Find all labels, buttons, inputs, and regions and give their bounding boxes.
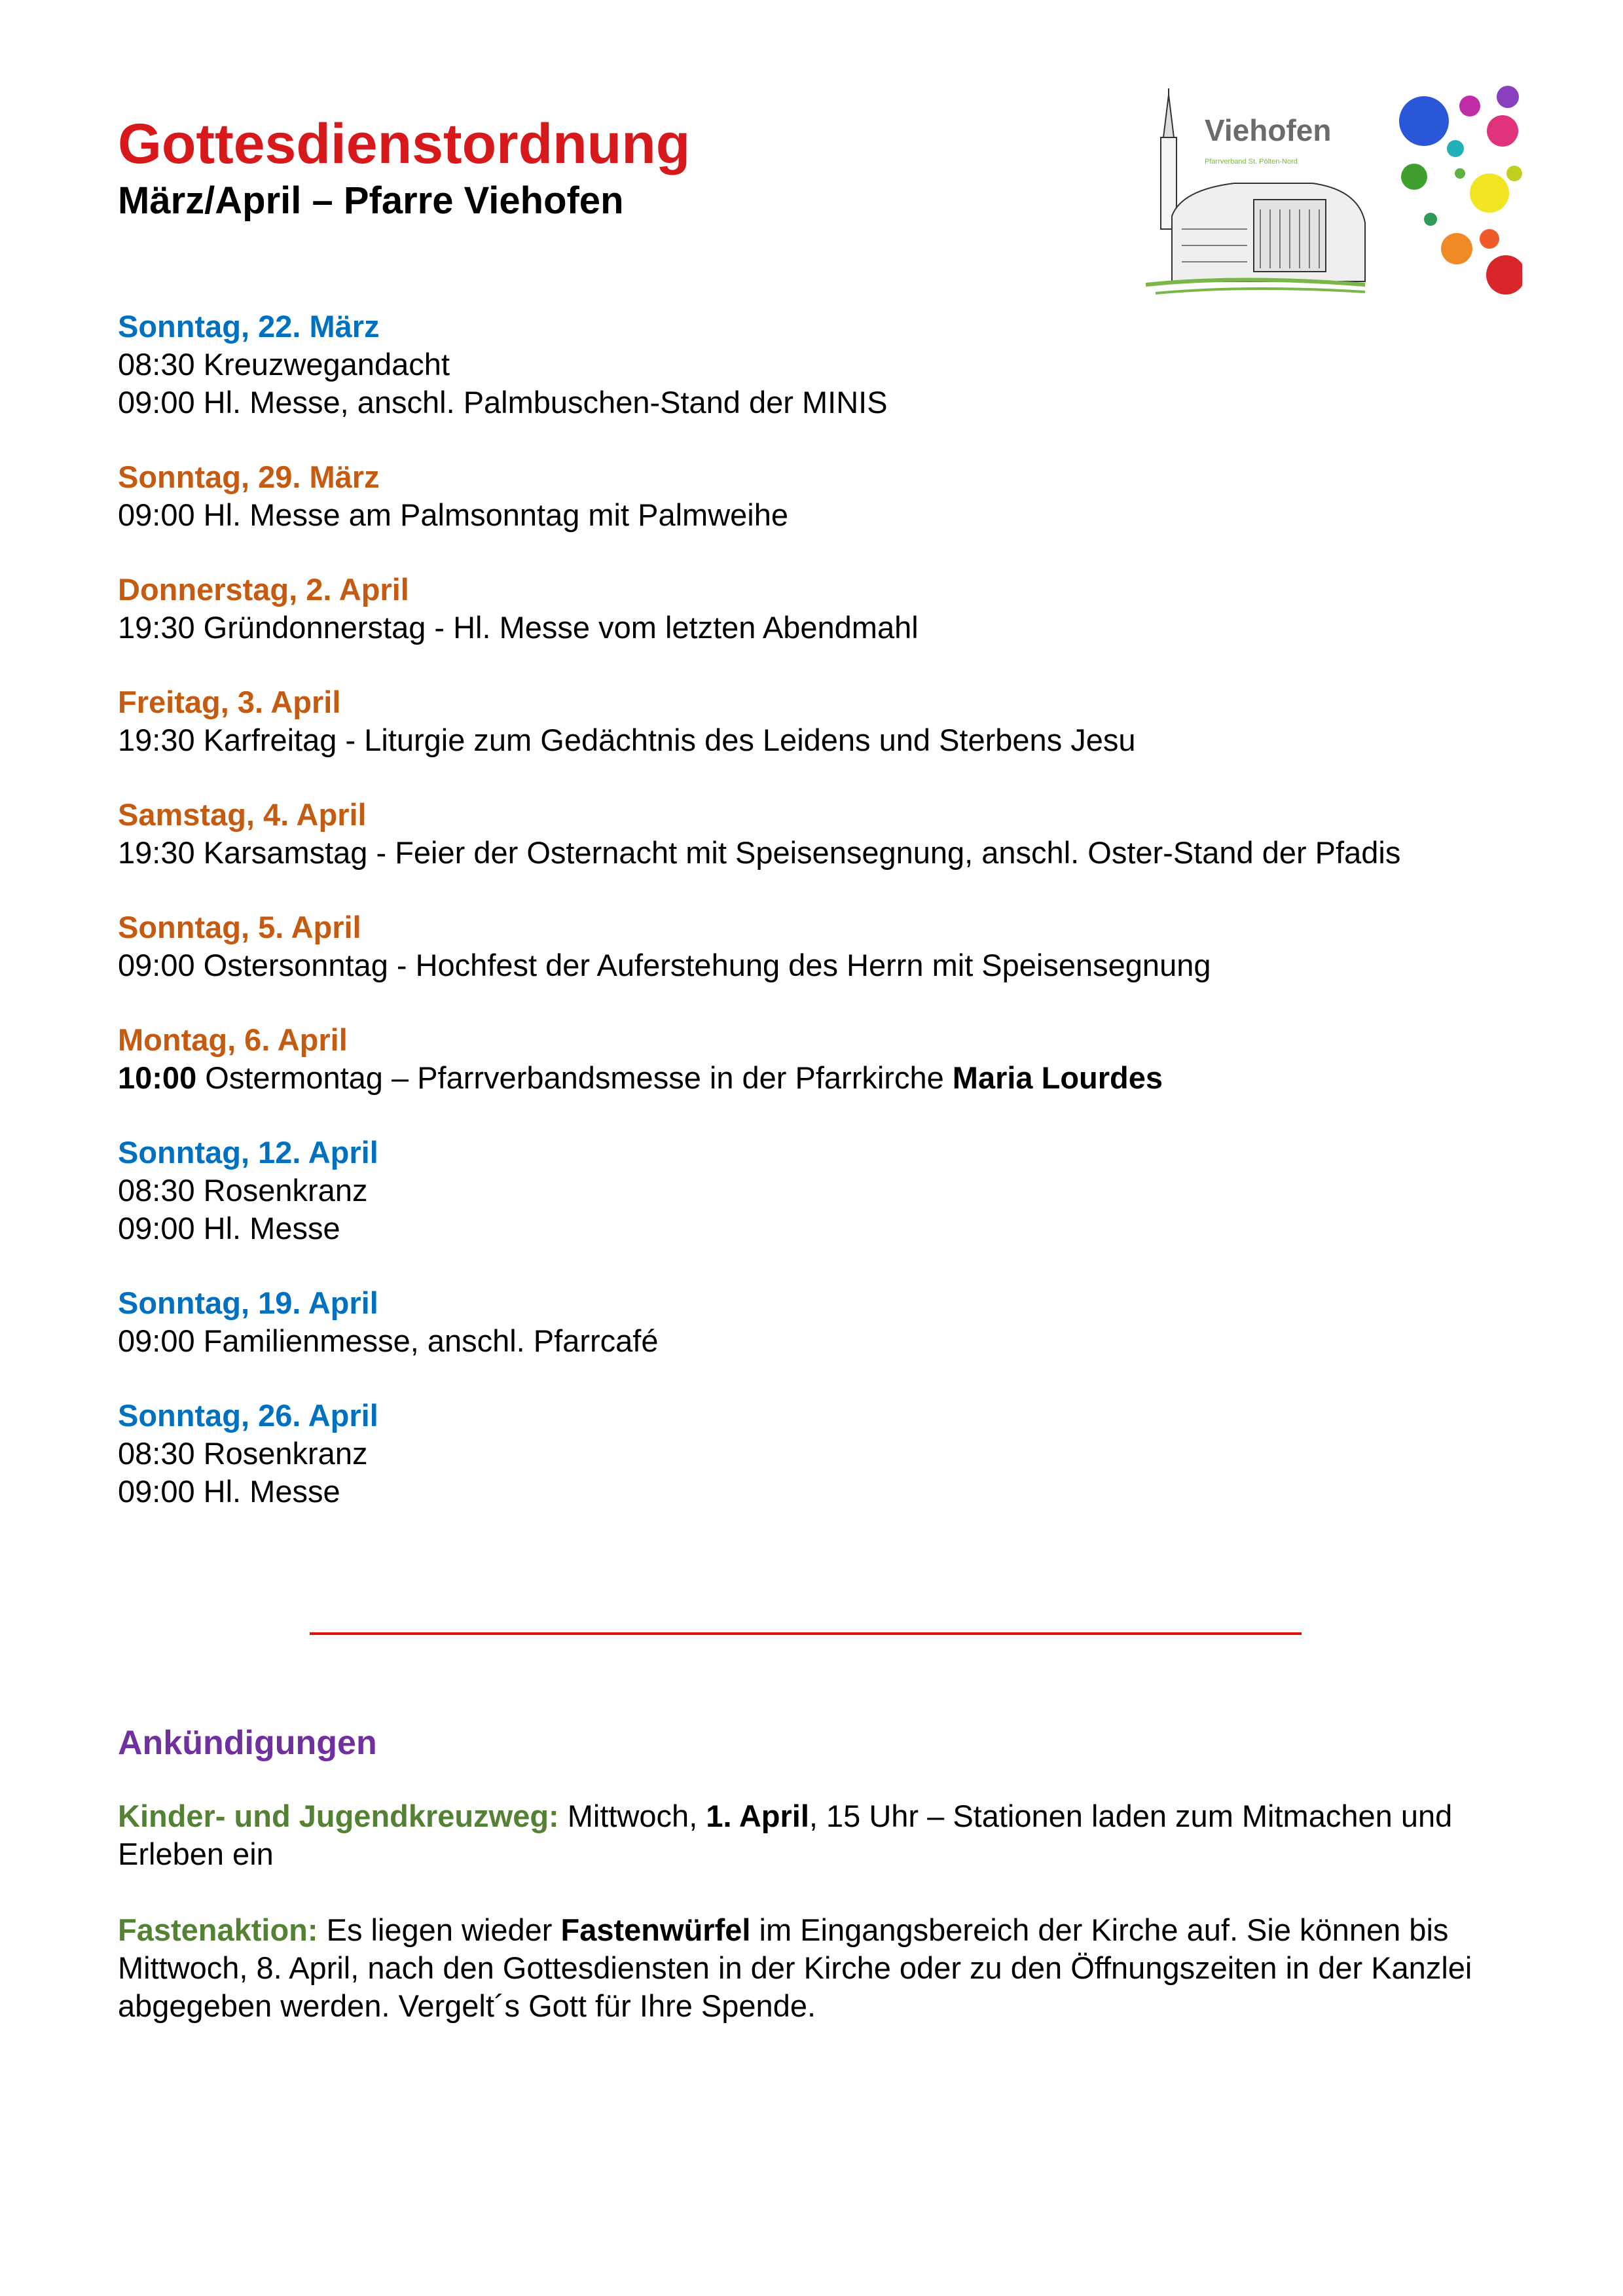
announcement-item — [118, 1797, 1525, 1873]
day-heading: Freitag, 3. April — [118, 685, 341, 719]
schedule-day — [118, 796, 1525, 872]
service-line: 19:30 Gründonnerstag - Hl. Messe vom letzten Abendmahl — [118, 610, 919, 645]
day-heading: Sonntag, 5. April — [118, 910, 361, 944]
service-line: 09:00 Hl. Messe — [118, 1211, 340, 1246]
parish-logo — [1142, 85, 1522, 301]
service-text: Ostermontag – Pfarrverbandsmesse in der Pfarrkirche — [196, 1060, 953, 1095]
service-line: 09:00 Ostersonntag - Hochfest der Auferstehung des Herrn mit Speisensegnung — [118, 948, 1211, 982]
service-line: 08:30 Rosenkranz — [118, 1436, 368, 1471]
announcement-bold: Fastenwürfel — [560, 1912, 751, 1947]
service-time: 10:00 — [118, 1060, 197, 1095]
day-heading: Samstag, 4. April — [118, 797, 367, 832]
announcement-text: Mittwoch, — [558, 1799, 706, 1833]
day-heading: Sonntag, 22. März — [118, 309, 380, 344]
service-line: 08:30 Rosenkranz — [118, 1173, 368, 1208]
schedule-day — [118, 683, 1525, 759]
logo-tagline: Pfarrverband St. Pölten-Nord — [1205, 158, 1298, 166]
day-heading: Sonntag, 12. April — [118, 1135, 378, 1170]
page-subtitle: März/April – Pfarre Viehofen — [118, 179, 624, 222]
announcement-label: Kinder- und Jugendkreuzweg: — [118, 1799, 559, 1833]
schedule-day — [118, 1021, 1525, 1097]
day-heading: Donnerstag, 2. April — [118, 572, 409, 607]
service-line: 09:00 Hl. Messe am Palmsonntag mit Palmweihe — [118, 497, 788, 532]
schedule-day — [118, 308, 1525, 422]
announcement-text: Es liegen wieder — [318, 1912, 561, 1947]
schedule-day — [118, 458, 1525, 534]
day-heading: Sonntag, 29. März — [118, 459, 380, 494]
service-place: Maria Lourdes — [952, 1060, 1163, 1095]
service-line — [118, 1059, 1525, 1097]
schedule-day — [118, 571, 1525, 647]
schedule-day — [118, 1134, 1525, 1247]
service-line: 08:30 Kreuzwegandacht — [118, 347, 450, 382]
announcements-title: Ankündigungen — [118, 1724, 377, 1762]
service-line: 19:30 Karfreitag - Liturgie zum Gedächtnis des Leidens und Sterbens Jesu — [118, 723, 1136, 757]
day-heading: Montag, 6. April — [118, 1022, 348, 1057]
logo-name: Viehofen — [1205, 113, 1332, 147]
announcement-label: Fastenaktion: — [118, 1912, 318, 1947]
announcements — [118, 1721, 1525, 2063]
service-line: 19:30 Karsamstag - Feier der Osternacht mit Speisensegnung, anschl. Oster-Stand der Pfadis — [118, 835, 1401, 870]
day-heading: Sonntag, 26. April — [118, 1398, 378, 1433]
service-line: 09:00 Familienmesse, anschl. Pfarrcafé — [118, 1323, 659, 1358]
announcement-text: im Eingangsbereich der Kirche auf. Sie können bis Mittwoch, 8. April, nach den Gottesdiensten in der Kirche oder zu den Öffnungszeiten in der Kanzlei abgegeben werden. Vergelt´s Gott für Ihre Spende. — [118, 1912, 1472, 2023]
announcement-text: , 15 Uhr – Stationen laden zum Mitmachen und Erleben ein — [118, 1799, 1453, 1871]
day-heading: Sonntag, 19. April — [118, 1285, 378, 1320]
schedule-list — [118, 308, 1525, 1547]
schedule-day — [118, 1284, 1525, 1360]
page-title: Gottesdienstordnung — [118, 113, 691, 175]
schedule-day — [118, 908, 1525, 984]
announcement-bold: 1. April — [706, 1799, 809, 1833]
announcement-item — [118, 1911, 1525, 2025]
divider — [310, 1632, 1302, 1635]
colored-dots-decoration — [1399, 86, 1522, 295]
schedule-day — [118, 1397, 1525, 1511]
service-line: 09:00 Hl. Messe — [118, 1474, 340, 1509]
service-line: 09:00 Hl. Messe, anschl. Palmbuschen-Stand der MINIS — [118, 385, 888, 420]
